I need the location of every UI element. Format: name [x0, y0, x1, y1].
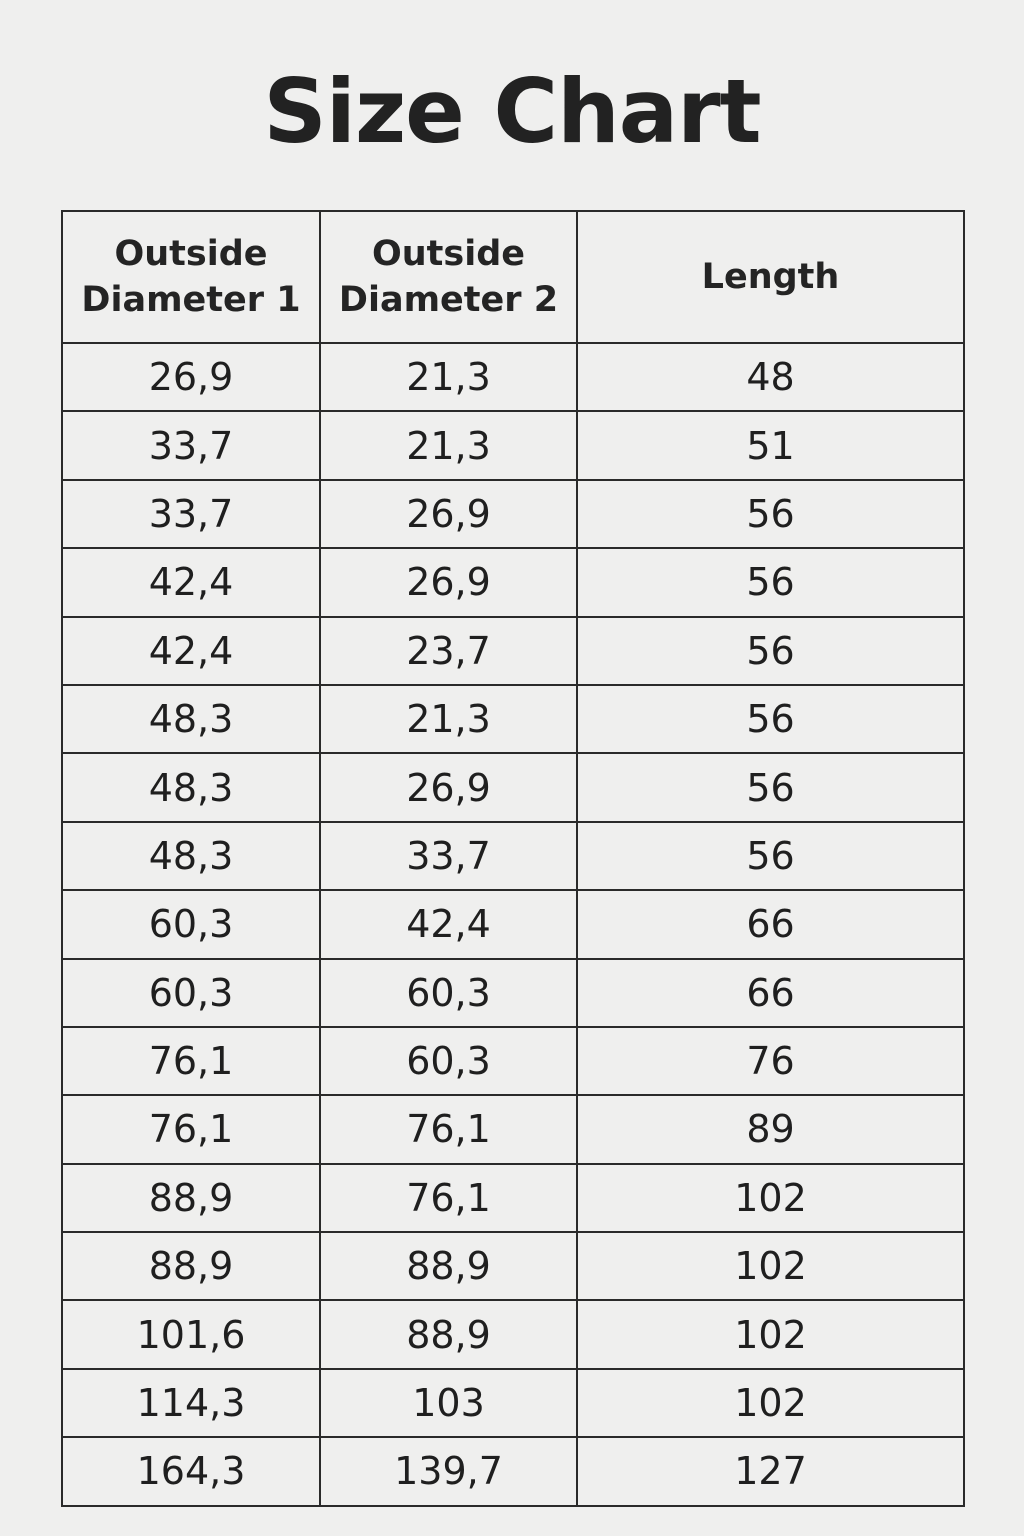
- cell-outside-diameter-1: 33,7: [62, 480, 320, 548]
- cell-outside-diameter-1: 48,3: [62, 753, 320, 821]
- table-row: [62, 1027, 964, 1095]
- cell-outside-diameter-1: 114,3: [62, 1369, 320, 1437]
- cell-length: 66: [577, 890, 964, 958]
- table-row: [62, 1437, 964, 1505]
- table-header: [62, 211, 964, 343]
- cell-outside-diameter-1: 33,7: [62, 411, 320, 479]
- header-outside-diameter-2: [320, 211, 577, 343]
- header-outside-diameter-1: [62, 211, 320, 343]
- cell-length: 48: [577, 343, 964, 411]
- cell-length: 102: [577, 1300, 964, 1368]
- cell-outside-diameter-1: 48,3: [62, 822, 320, 890]
- header-line: Length: [701, 257, 840, 297]
- table-body: [62, 343, 964, 1506]
- table-row: [62, 1369, 964, 1437]
- cell-length: 56: [577, 617, 964, 685]
- cell-outside-diameter-1: 164,3: [62, 1437, 320, 1505]
- table-row: [62, 1232, 964, 1300]
- cell-outside-diameter-1: 42,4: [62, 617, 320, 685]
- cell-outside-diameter-2: 21,3: [320, 685, 577, 753]
- cell-length: 56: [577, 480, 964, 548]
- size-table: [61, 210, 965, 1507]
- table-row: [62, 548, 964, 616]
- cell-length: 56: [577, 753, 964, 821]
- cell-outside-diameter-1: 26,9: [62, 343, 320, 411]
- cell-outside-diameter-2: 42,4: [320, 890, 577, 958]
- cell-outside-diameter-1: 88,9: [62, 1232, 320, 1300]
- cell-outside-diameter-1: 88,9: [62, 1164, 320, 1232]
- table-row: [62, 617, 964, 685]
- cell-length: 89: [577, 1095, 964, 1163]
- table-row: [62, 411, 964, 479]
- cell-length: 56: [577, 548, 964, 616]
- cell-outside-diameter-2: 26,9: [320, 753, 577, 821]
- header-line: Diameter 1: [81, 280, 301, 320]
- cell-length: 102: [577, 1164, 964, 1232]
- cell-outside-diameter-1: 76,1: [62, 1027, 320, 1095]
- cell-outside-diameter-1: 48,3: [62, 685, 320, 753]
- header-length: [577, 211, 964, 343]
- cell-length: 66: [577, 959, 964, 1027]
- cell-outside-diameter-2: 60,3: [320, 1027, 577, 1095]
- cell-outside-diameter-2: 88,9: [320, 1300, 577, 1368]
- cell-length: 102: [577, 1232, 964, 1300]
- cell-outside-diameter-2: 23,7: [320, 617, 577, 685]
- table-row: [62, 753, 964, 821]
- cell-outside-diameter-1: 60,3: [62, 959, 320, 1027]
- table-row: [62, 1300, 964, 1368]
- table-row: [62, 822, 964, 890]
- cell-length: 56: [577, 822, 964, 890]
- cell-outside-diameter-2: 26,9: [320, 480, 577, 548]
- header-line: Diameter 2: [338, 280, 559, 320]
- cell-length: 51: [577, 411, 964, 479]
- cell-outside-diameter-2: 76,1: [320, 1095, 577, 1163]
- cell-outside-diameter-2: 103: [320, 1369, 577, 1437]
- table-row: [62, 343, 964, 411]
- cell-outside-diameter-2: 88,9: [320, 1232, 577, 1300]
- table-row: [62, 890, 964, 958]
- table-row: [62, 959, 964, 1027]
- table-row: [62, 685, 964, 753]
- header-line: Outside: [371, 234, 526, 274]
- table-row: [62, 1164, 964, 1232]
- cell-outside-diameter-2: 139,7: [320, 1437, 577, 1505]
- cell-outside-diameter-2: 76,1: [320, 1164, 577, 1232]
- cell-length: 76: [577, 1027, 964, 1095]
- header-row: [62, 211, 964, 343]
- table-row: [62, 480, 964, 548]
- cell-length: 127: [577, 1437, 964, 1505]
- cell-outside-diameter-2: 21,3: [320, 411, 577, 479]
- page-title: Size Chart: [263, 60, 761, 163]
- cell-outside-diameter-2: 21,3: [320, 343, 577, 411]
- table-row: [62, 1095, 964, 1163]
- cell-outside-diameter-2: 26,9: [320, 548, 577, 616]
- cell-outside-diameter-1: 42,4: [62, 548, 320, 616]
- cell-length: 56: [577, 685, 964, 753]
- cell-outside-diameter-2: 60,3: [320, 959, 577, 1027]
- cell-length: 102: [577, 1369, 964, 1437]
- cell-outside-diameter-1: 76,1: [62, 1095, 320, 1163]
- header-line: Outside: [114, 234, 268, 274]
- cell-outside-diameter-1: 101,6: [62, 1300, 320, 1368]
- cell-outside-diameter-1: 60,3: [62, 890, 320, 958]
- cell-outside-diameter-2: 33,7: [320, 822, 577, 890]
